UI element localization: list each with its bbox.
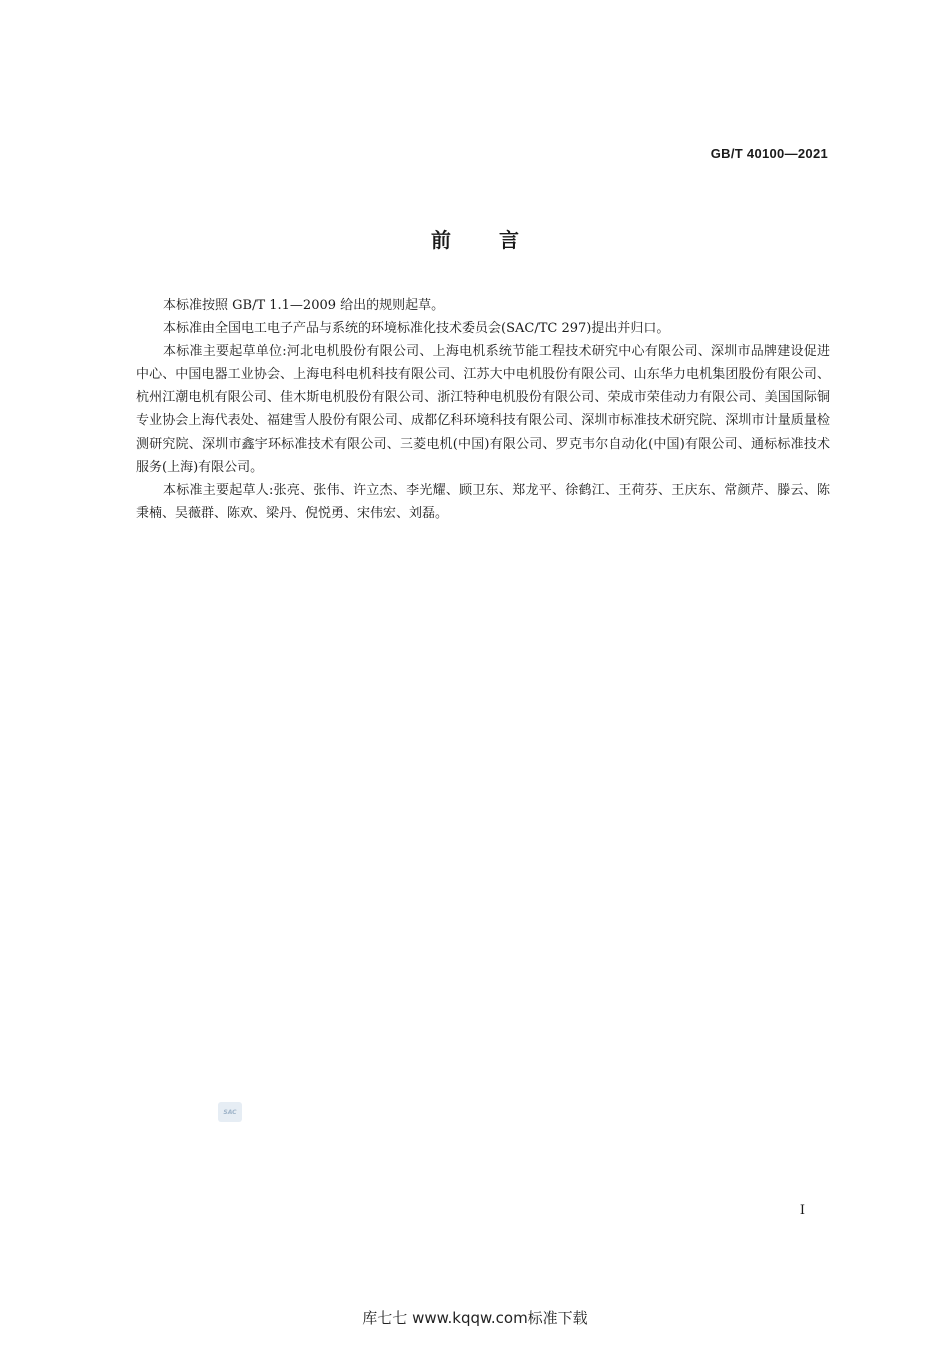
page-number: I bbox=[799, 1203, 805, 1218]
sac-logo: SAC bbox=[218, 1102, 242, 1122]
paragraph-drafters: 本标准主要起草人:张亮、张伟、许立杰、李光耀、顾卫东、郑龙平、徐鹤江、王荷芬、王庆东、常颜芹、滕云、陈秉楠、吴薇群、陈欢、梁丹、倪悦勇、宋伟宏、刘磊。 bbox=[136, 482, 830, 521]
paragraph-drafting-units: 本标准主要起草单位:河北电机股份有限公司、上海电机系统节能工程技术研究中心有限公司、深圳市品牌建设促进中心、中国电器工业协会、上海电科电机科技有限公司、江苏大中电机股份有限公司、山东华力电机集团股份有限公司、杭州江潮电机有限公司、佳木斯电机股份有限公司、浙江特种电机股份有限公司、荣成市荣佳动力有限公司、美国国际铜专业协会上海代表处、福建雪人股份有限公司、成都亿科环境科技有限公司、深圳市标准技术研究院、深圳市计量质量检测研究院、深圳市鑫宇环标准技术有限公司、三菱电机(中国)有限公司、罗克韦尔自动化(中国)有限公司、通标标准技术服务(上海)有限公司。 bbox=[136, 344, 830, 475]
standard-number: GB/T 40100—2021 bbox=[710, 146, 828, 161]
paragraph-drafting-rules: 本标准按照 GB/T 1.1—2009 给出的规则起草。 bbox=[163, 298, 445, 313]
foreword-body bbox=[136, 294, 830, 525]
page-title: 前言 bbox=[431, 228, 567, 252]
footer-watermark: 库七七 www.kqqw.com标准下载 bbox=[362, 1309, 588, 1327]
paragraph-proposer: 本标准由全国电工电子产品与系统的环境标准化技术委员会(SAC/TC 297)提出并归口。 bbox=[163, 321, 670, 337]
